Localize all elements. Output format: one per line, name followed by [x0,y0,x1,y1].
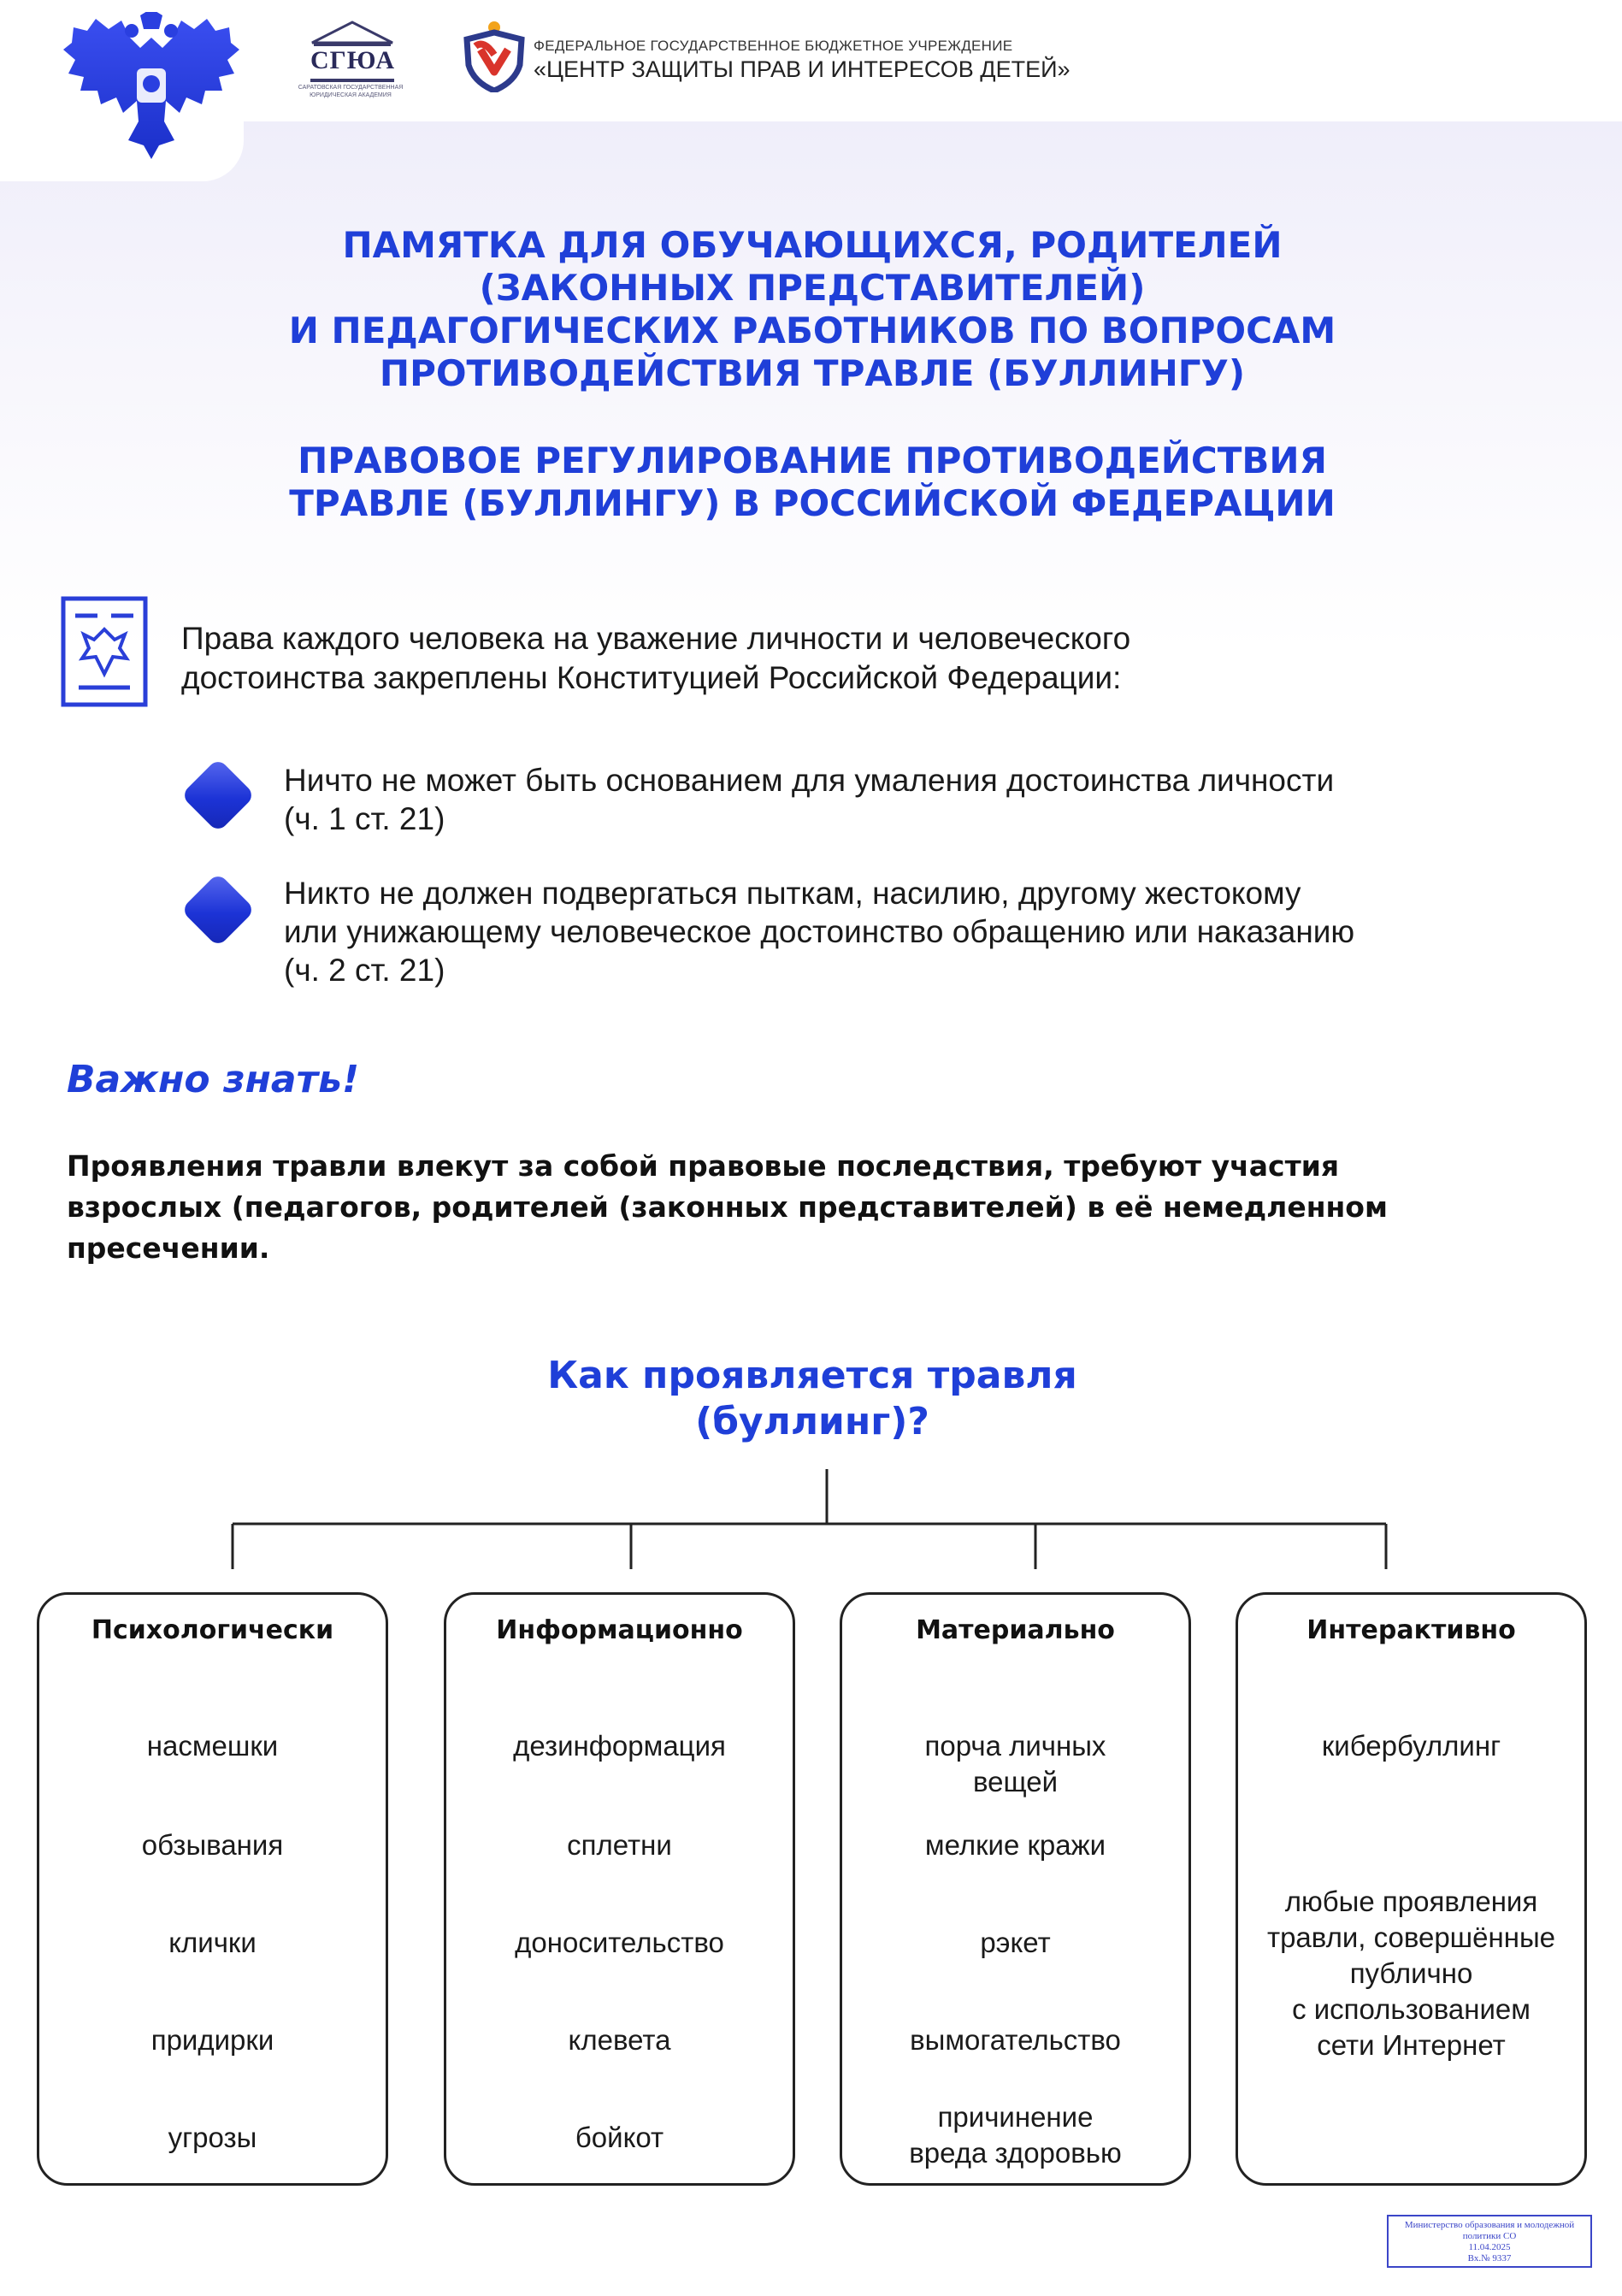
stamp-line: Министерство образования и молодежной [1404,2220,1575,2230]
card-item: доносительство [515,1927,724,1958]
main-title-line: ПРОТИВОДЕЙСТВИЯ ТРАВЛЕ (БУЛЛИНГУ) [379,352,1246,394]
category-card-material [840,1592,1191,2186]
card-title: Интерактивно [1306,1615,1516,1645]
card-title: Информационно [496,1615,743,1645]
card-item: причинение [937,2101,1094,2133]
card-item: с использованием [1292,1993,1531,2025]
important-line: Проявления травли влекут за собой правовые последствия, требуют участия [67,1149,1340,1183]
card-item: любые проявления [1284,1886,1538,1917]
how-heading-line: Как проявляется травля [547,1354,1077,1397]
category-card-informational [444,1592,795,2186]
sgua-name: СГЮА [310,46,396,74]
stamp-line: 11.04.2025 [1468,2242,1511,2252]
card-item: сплетни [567,1829,672,1861]
how-heading-line: (буллинг)? [695,1400,929,1443]
card-item: сети Интернет [1317,2029,1506,2061]
card-item: клички [168,1927,257,1958]
card-title: Материально [916,1615,1115,1645]
card-title: Психологически [91,1615,334,1645]
category-card-interactive [1236,1592,1587,2186]
bullet-line: Никто не должен подвергаться пыткам, насилию, другому жестокому [284,876,1301,911]
subtitle-line: ПРАВОВОЕ РЕГУЛИРОВАНИЕ ПРОТИВОДЕЙСТВИЯ [298,440,1327,481]
card-item: вреда здоровью [909,2137,1122,2169]
bullet-line: (ч. 2 ст. 21) [284,953,445,988]
card-item: дезинформация [513,1730,726,1762]
card-item: придирки [150,2024,274,2056]
card-item: угрозы [168,2122,257,2153]
main-title-line: ПАМЯТКА ДЛЯ ОБУЧАЮЩИХСЯ, РОДИТЕЛЕЙ [342,224,1283,266]
important-line: взрослых (педагогов, родителей (законных представителей) в её немедленном [67,1190,1388,1224]
stamp-line: Вх.№ 9337 [1467,2253,1512,2264]
card-item: вещей [972,1766,1059,1797]
card-item: насмешки [146,1730,279,1762]
bullet-line: (ч. 1 ст. 21) [284,801,445,836]
card-item: публично [1349,1957,1473,1989]
registration-stamp [1387,2215,1592,2268]
card-item: рэкет [980,1927,1051,1958]
card-item: мелкие кражи [924,1829,1106,1861]
card-item: вымогательство [910,2024,1121,2056]
stamp-line: политики СО [1462,2231,1517,2241]
card-item: бойкот [575,2122,664,2153]
card-item: кибербуллинг [1321,1730,1501,1762]
card-item: порча личных [924,1730,1106,1762]
bullet-line: Ничто не может быть основанием для умаления достоинства личности [284,763,1335,798]
main-title-line: И ПЕДАГОГИЧЕСКИХ РАБОТНИКОВ ПО ВОПРОСАМ [288,310,1336,351]
center-name-line1: ФЕДЕРАЛЬНОЕ ГОСУДАРСТВЕННОЕ БЮДЖЕТНОЕ УЧРЕЖДЕНИЕ [534,38,1013,54]
intro-line: Права каждого человека на уважение личности и человеческого [181,621,1131,656]
subtitle-line: ТРАВЛЕ (БУЛЛИНГУ) В РОССИЙСКОЙ ФЕДЕРАЦИИ [289,482,1336,524]
intro-line: достоинства закреплены Конституцией Российской Федерации: [181,660,1122,695]
category-card-psychological [37,1592,388,2186]
sgua-subtitle: САРАТОВСКАЯ ГОСУДАРСТВЕННАЯ ЮРИДИЧЕСКАЯ АКАДЕМИЯ [298,85,404,98]
card-item: обзывания [141,1829,284,1861]
main-title-line: (ЗАКОННЫХ ПРЕДСТАВИТЕЛЕЙ) [479,267,1146,309]
card-item: клевета [568,2024,671,2056]
important-line: пресечении. [67,1231,270,1265]
bullet-line: или унижающему человеческое достоинство обращению или наказанию [284,914,1355,949]
important-heading: Важно знать! [67,1058,360,1101]
center-name-line2: «ЦЕНТР ЗАЩИТЫ ПРАВ И ИНТЕРЕСОВ ДЕТЕЙ» [534,56,1071,82]
card-item: травли, совершённые [1266,1921,1556,1953]
